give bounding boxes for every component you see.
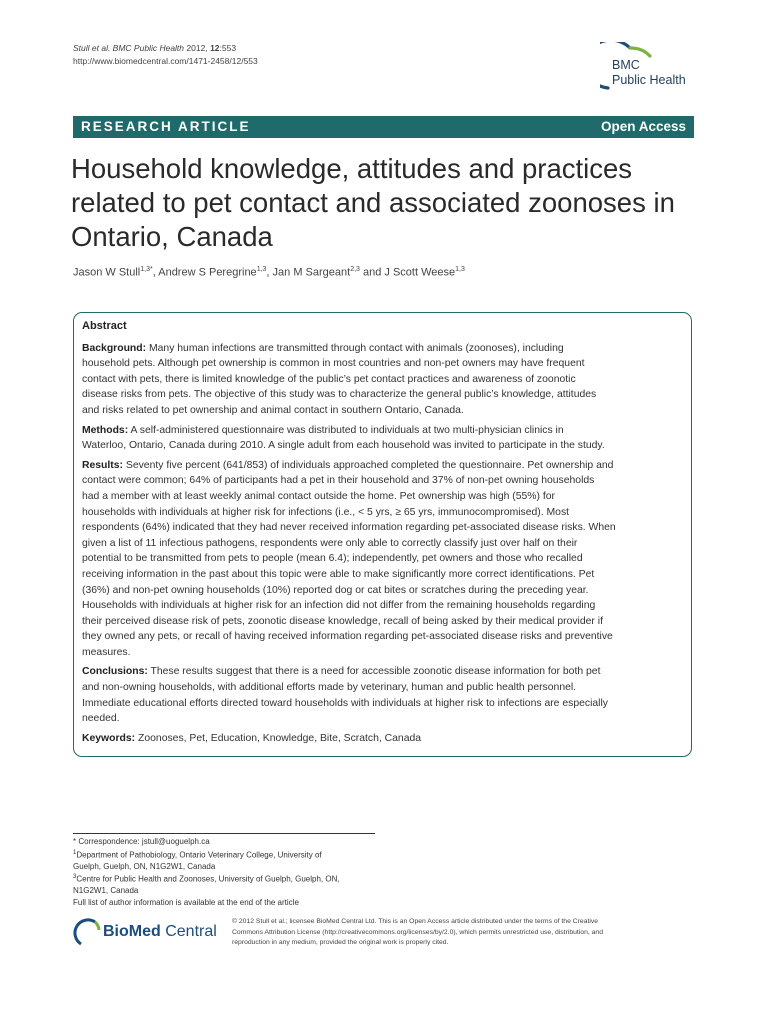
abstract-line-text: household pets. Although pet ownership is common in most countries and non-pet owners may have frequent xyxy=(82,358,585,370)
citation-url[interactable]: http://www.biomedcentral.com/1471-2458/12/553 xyxy=(73,56,258,66)
abstract-line-text: receiving information in the past about this topic were able to make significantly more correct identifications. Pet xyxy=(82,568,595,580)
abstract-line-text: households with individuals at higher risk for infections (i.e., < 5 yrs, ≥ 65 yrs, immunocompromised). Most xyxy=(82,506,570,518)
abstract-line-text: needed. xyxy=(82,713,120,725)
abstract-line xyxy=(82,583,686,599)
abstract-line-text: A self-administered questionnaire was distributed to individuals at two multi-physician clinics in xyxy=(128,424,564,436)
abstract-line xyxy=(82,423,686,439)
abstract-sections xyxy=(82,341,686,747)
abstract-line-text: Immediate educational efforts directed toward households with individuals at higher risk to infections are especially xyxy=(82,697,608,709)
abstract-line xyxy=(82,645,686,661)
abstract-section xyxy=(82,423,686,454)
abstract-line-text: respondents (64%) indicated that they had never received information regarding pet-associated disease risks. When xyxy=(82,522,616,534)
publisher-logo xyxy=(73,918,223,948)
abstract-line-text: Waterloo, Ontario, Canada during 2010. A single adult from each household was invited to participate in the study. xyxy=(82,440,605,452)
abstract-section xyxy=(82,664,686,726)
affiliation-number: 3 xyxy=(73,874,77,881)
abstract-line xyxy=(82,536,686,552)
abstract-line xyxy=(82,614,686,630)
footnotes xyxy=(73,836,340,908)
abstract-line xyxy=(82,629,686,645)
abstract-heading: Abstract xyxy=(82,320,127,332)
article-type-banner xyxy=(73,116,694,138)
abstract-line-text: had a member with at least weekly animal contact outside the home. Pet ownership was high (55%) for xyxy=(82,490,556,502)
author-affiliation: 1,3 xyxy=(455,266,465,273)
full-list-note: Full list of author information is available at the end of the article xyxy=(73,897,299,907)
citation-journal: Stull et al. BMC Public Health xyxy=(73,43,185,53)
abstract-line xyxy=(82,664,686,680)
abstract-content xyxy=(82,319,686,750)
abstract-line-text: Many human infections are transmitted through contact with animals (zoonoses), including xyxy=(146,342,564,354)
title-line: Ontario, Canada xyxy=(71,221,273,252)
author-separator: , xyxy=(152,266,159,279)
abstract-line xyxy=(82,341,686,357)
abstract-section xyxy=(82,341,686,419)
author-name: Andrew S Peregrine xyxy=(158,266,257,279)
abstract-line-text: they owned any pets, or recall of having received information regarding pet-associated disease risks and preventive xyxy=(82,631,613,643)
abstract-line xyxy=(82,458,686,474)
author-affiliation: 2,3 xyxy=(350,266,360,273)
abstract-line xyxy=(82,387,686,403)
affiliation-number: 1 xyxy=(73,849,77,856)
citation-volume: 12 xyxy=(210,43,220,53)
abstract-line xyxy=(82,356,686,372)
abstract-section-label: Methods: xyxy=(82,424,129,436)
abstract-line-text: These results suggest that there is a need for accessible zoonotic disease information for both pet xyxy=(147,666,601,678)
journal-logo-line2: Public Health xyxy=(612,73,686,87)
author-affiliation: 1,3 xyxy=(256,266,267,273)
citation-article: :553 xyxy=(219,43,237,53)
license-line: Commons Attribution License (http://creativecommons.org/licenses/by/2.0), which permits unrestricted use, distribution, and xyxy=(232,928,603,936)
abstract-line xyxy=(82,711,686,727)
affiliation-text: Centre for Public Health and Zoonoses, University of Guelph, Guelph, ON, xyxy=(76,874,340,884)
publisher-logo-text xyxy=(103,923,217,941)
journal-logo-line1: BMC xyxy=(612,58,640,72)
abstract-section xyxy=(82,731,686,747)
abstract-line xyxy=(82,598,686,614)
abstract-line xyxy=(82,551,686,567)
citation-year: 2012, xyxy=(186,43,208,53)
license-line: © 2012 Stull et al.; licensee BioMed Central Ltd. This is an Open Access article distributed under the terms of the Creative xyxy=(232,918,599,925)
author-name: J Scott Weese xyxy=(384,266,456,279)
affiliation-3 xyxy=(73,872,340,885)
abstract-line-text: measures. xyxy=(82,646,131,658)
abstract-line-text: and non-owning households, with additional efforts made by veterinary, human and public health personnel. xyxy=(82,682,577,694)
abstract-line-text: (36%) and non-pet owning households (10%) reported dog or cat bites or scratches during the preceding year. xyxy=(82,584,589,596)
abstract-line xyxy=(82,567,686,583)
abstract-line xyxy=(82,696,686,712)
abstract-section xyxy=(82,458,686,661)
abstract-line-text: Zoonoses, Pet, Education, Knowledge, Bite, Scratch, Canada xyxy=(135,732,422,744)
journal-logo xyxy=(600,42,700,98)
abstract-line-text: and risks related to pet ownership and animal contact in southern Ontario, Canada. xyxy=(82,404,464,416)
abstract-line xyxy=(82,438,686,454)
abstract-line-text: their perceived disease risk of pets, zoonotic disease knowledge, recall of being asked by their medical provider if xyxy=(82,615,603,627)
license-line: reproduction in any medium, provided the original work is properly cited. xyxy=(232,939,449,946)
title-line: related to pet contact and associated zoonoses in xyxy=(71,187,675,218)
abstract-section-label: Background: xyxy=(82,342,147,354)
correspondence: * Correspondence: jstull@uoguelph.ca xyxy=(73,837,210,846)
author-list xyxy=(73,266,465,279)
author-affiliation: 1,3* xyxy=(140,266,153,273)
affiliation-1 xyxy=(73,848,340,861)
citation-line xyxy=(73,42,258,55)
affiliation-text: Department of Pathobiology, Ontario Veterinary College, University of xyxy=(76,850,322,860)
abstract-line xyxy=(82,731,686,747)
abstract-line xyxy=(82,403,686,419)
footnote-divider xyxy=(73,833,375,834)
citation-header xyxy=(73,42,258,68)
abstract-box xyxy=(73,312,692,757)
publisher-logo-swoosh-icon xyxy=(73,918,101,948)
abstract-line-text: contact with pets, there is limited knowledge of the public’s pet contact practices and awareness of zoonotic xyxy=(82,373,576,385)
license-text xyxy=(232,917,692,949)
publisher-logo-regular: Central xyxy=(160,923,217,940)
author-separator: , xyxy=(266,266,273,279)
article-type-label: RESEARCH ARTICLE xyxy=(81,119,251,134)
affiliation-1-cont: Guelph, Guelph, ON, N1G2W1, Canada xyxy=(73,861,216,871)
affiliation-3-cont: N1G2W1, Canada xyxy=(73,886,139,896)
abstract-section-label: Keywords: xyxy=(82,732,136,744)
abstract-line-text: Seventy five percent (641/853) of individuals approached completed the questionnaire. Pet ownership and xyxy=(123,459,614,471)
abstract-line xyxy=(82,505,686,521)
abstract-line-text: Households with individuals at higher risk for an infection did not differ from the remaining households regarding xyxy=(82,600,596,612)
publisher-logo-bold: BioMed xyxy=(103,923,161,940)
title-line: Household knowledge, attitudes and practices xyxy=(71,153,633,184)
article-title xyxy=(71,152,711,254)
author-separator: and xyxy=(359,266,385,279)
abstract-section-label: Results: xyxy=(82,459,123,471)
abstract-line-text: disease risks from pets. The objective of this study was to characterize the general public’s knowledge, attitudes xyxy=(82,389,597,401)
abstract-line-text: given a list of 11 infectious pathogens, respondents were only able to correctly classify just over half on their xyxy=(82,537,578,549)
abstract-line-text: potential to be transmitted from pets to people (mean 6.4); independently, pet owners and those who recalled xyxy=(82,553,583,565)
abstract-line xyxy=(82,489,686,505)
author-name: Jason W Stull xyxy=(73,266,141,279)
abstract-line-text: contact were common; 64% of participants had a pet in their household and 37% of non-pet owning households xyxy=(82,475,595,487)
abstract-line xyxy=(82,680,686,696)
abstract-section-label: Conclusions: xyxy=(82,666,148,678)
abstract-line xyxy=(82,372,686,388)
abstract-line xyxy=(82,473,686,489)
abstract-line xyxy=(82,520,686,536)
author-name: Jan M Sargeant xyxy=(272,266,351,279)
open-access-label: Open Access xyxy=(600,119,686,134)
